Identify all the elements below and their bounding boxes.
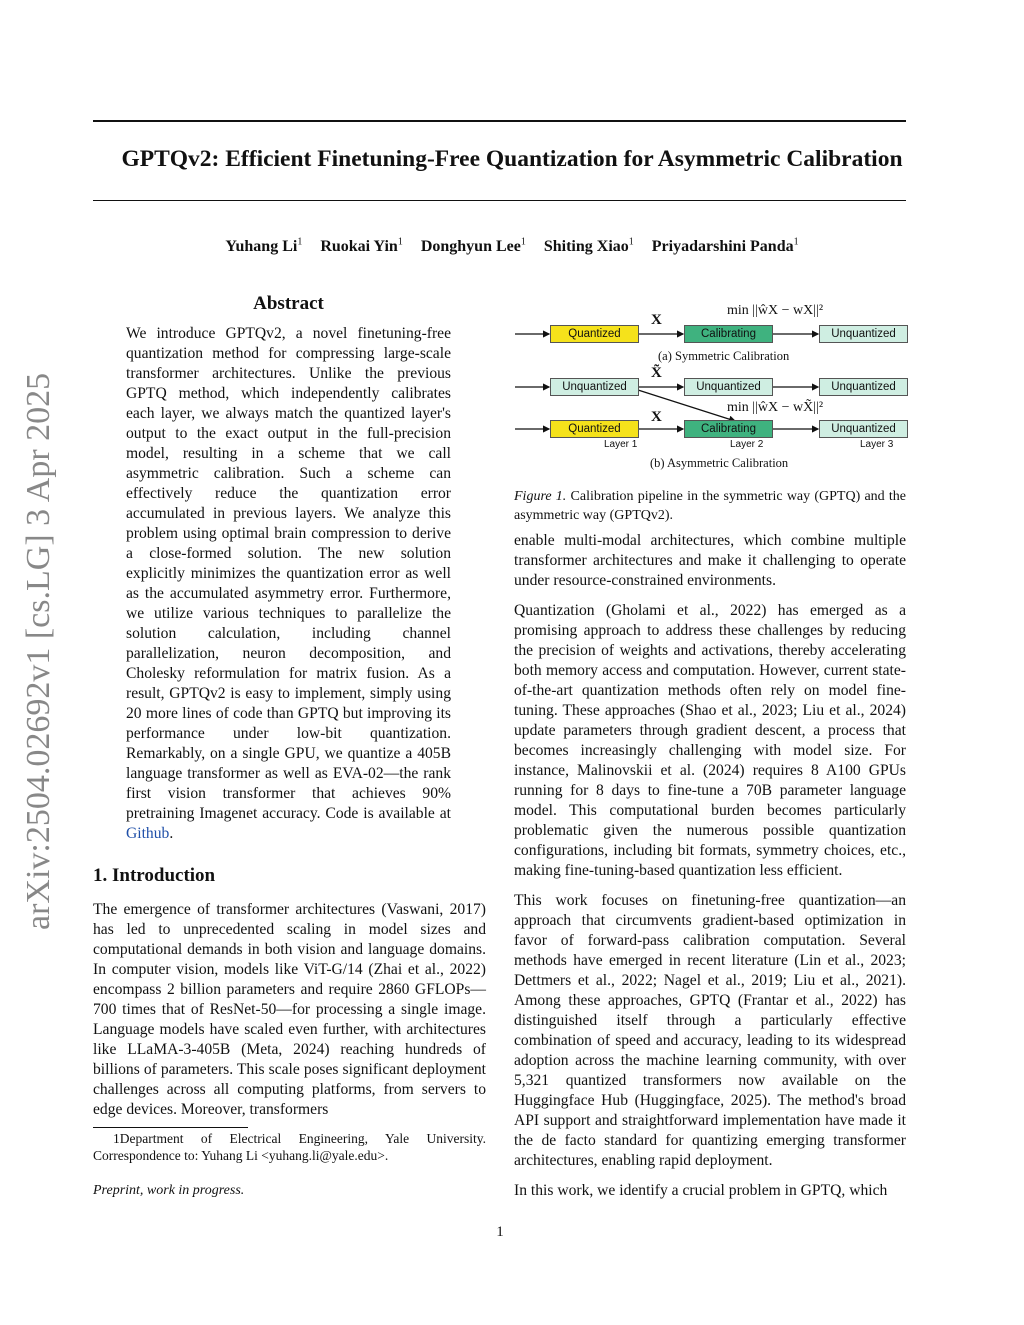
preprint-note: Preprint, work in progress.: [93, 1183, 245, 1198]
layer-label: Layer 3: [860, 439, 894, 450]
quantized-box: Quantized: [550, 325, 639, 343]
unquantized-box: Unquantized: [819, 378, 908, 396]
arxiv-identifier: arXiv:2504.02692v1 [cs.LG] 3 Apr 2025: [20, 372, 57, 930]
author: Shiting Xiao$^1$: [543, 237, 634, 256]
equation-b: min ||ŵX − wX̃||²: [727, 400, 824, 415]
paragraph: In this work, we identify a crucial problem in GPTQ, which: [514, 1182, 888, 1199]
layer-label: Layer 2: [730, 439, 764, 450]
paragraph: Quantization (Gholami et al., 2022) has emerged as a promising approach to address these challenges by reducing the precision of weights and activations, thereby accelerating both memory access and computation. However, current state-of-the-art quantization methods often rely on model fine-tuning. These approaches (Shao et al., 2023; Liu et al., 2024) update parameters through gradient descent, a process that becomes increasingly challenging with model size. For instance, Malinovskii et al. (2024) requires 8 A100 GPUs running for 8 days to fine-tune a 70B parameter language model. This computational burden becomes particularly problematic given the numerous possible quantization configurations, including bit formats, symmetry choices, etc., making fine-tuning-based quantization less efficient.: [514, 602, 906, 879]
quantized-box: Quantized: [550, 420, 639, 438]
x-label: X: [651, 409, 662, 425]
paragraph: enable multi-modal architectures, which combine multiple transformer architectures and make it challenging to operate under resource-constrained environments.: [514, 532, 906, 589]
x-tilde-label: X̃: [651, 365, 662, 381]
abstract: We introduce GPTQv2, a novel finetuning-free quantization method for compressing large-scale transformer architectures. Unlike the previous GPTQ method, which independently calibrates each layer, we always match the quantized layer's output to the exact output in the full-precision model, resulting in a scheme that we call asymmetric calibration. Such a scheme can effectively reduce the quantization error accumulated in previous layers. We analyze this problem using optimal brain compression to derive a close-formed solution. The new solution explicitly minimizes the quantization error as well as the accumulated asymmetry error. Furthermore, we utilize various techniques to parallelize the solution calculation, including channel parallelization, neuron decomposition, and Cholesky reformulation for matrix fusion. As a result, GPTQv2 is easy to implement, simply using 20 more lines of code than GPTQ but improving its performance under low-bit quantization. Remarkably, on a single GPU, we quantize a 405B language transformer as well as EVA-02—the rank first vision transformer that achieves 90% pretraining Imagenet accuracy. Code is available at Github.: [126, 325, 451, 842]
paper-title: GPTQv2: Efficient Finetuning-Free Quantization for Asymmetric Calibration: [121, 146, 903, 172]
paragraph: This work focuses on finetuning-free quantization—an approach that circumvents gradient-based optimization in favor of forward-pass calibration computation. Several methods have emerged in recent literature (Lin et al., 2023; Dettmers et al., 2022; Nagel et al., 2019; Liu et al., 2021). Among these approaches, GPTQ (Frantar et al., 2022) has distinguished itself through a particularly effective combination of speed and accuracy, leading to its widespread adoption across the machine learning community, with over 5,321 quantized transformers now available on the Huggingface Hub (Huggingface, 2025). The method's broad API support and straightforward implementation have made it the de facto standard for quantizing emerging transformer architectures, enabling rapid deployment.: [514, 892, 906, 1169]
unquantized-box: Unquantized: [819, 420, 908, 438]
author: Priyadarshini Panda$^1$: [651, 237, 799, 256]
intro-text: The emergence of transformer architectures (Vaswani, 2017) has led to unprecedented scaling in model sizes and computational demands in both vision and language domains. In computer vision, models like ViT-G/14 (Zhai et al., 2022) encompass 2 billion parameters and require 2860 GFLOPs—700 times that of ResNet-50—for processing a single image. Language models have scaled even further, with architectures like LLaMA-3-405B (Meta, 2024) reaching hundreds of billions of parameters. This scale poses significant deployment challenges across all computing platforms, from servers to edge devices. Moreover, transformers: [93, 901, 486, 1118]
equation-a: min ||ŵX − wX||²: [727, 303, 824, 318]
calibrating-box: Calibrating: [684, 420, 773, 438]
subcaption-a: (a) Symmetric Calibration: [658, 349, 790, 363]
figure-1: [513, 298, 908, 478]
footnote: 1Department of Electrical Engineering, Yale University. Correspondence to: Yuhang Li <yuhang.li@yale.edu>.: [93, 1131, 486, 1163]
section-heading: 1. Introduction: [93, 865, 216, 886]
unquantized-box: Unquantized: [819, 325, 908, 343]
page-number: 1: [496, 1224, 504, 1240]
unquantized-box: Unquantized: [550, 378, 639, 396]
subcaption-b: (b) Asymmetric Calibration: [650, 456, 789, 470]
right-column-text: [514, 531, 906, 1211]
unquantized-box: Unquantized: [684, 378, 773, 396]
abstract-heading: Abstract: [253, 293, 324, 314]
layer-label: Layer 1: [604, 439, 638, 450]
author: Ruokai Yin$^1$: [320, 237, 403, 256]
x-label: X: [651, 312, 662, 328]
github-link[interactable]: Github: [126, 825, 170, 842]
calibrating-box: Calibrating: [684, 325, 773, 343]
author-list: [0, 237, 1024, 256]
author: Yuhang Li$^1$: [225, 237, 303, 256]
figure-caption: Figure 1. Calibration pipeline in the symmetric way (GPTQ) and the asymmetric way (GPTQv2).: [514, 489, 907, 523]
title-rule: [93, 200, 906, 201]
top-rule: [93, 120, 906, 122]
author: Donghyun Lee$^1$: [420, 237, 526, 256]
